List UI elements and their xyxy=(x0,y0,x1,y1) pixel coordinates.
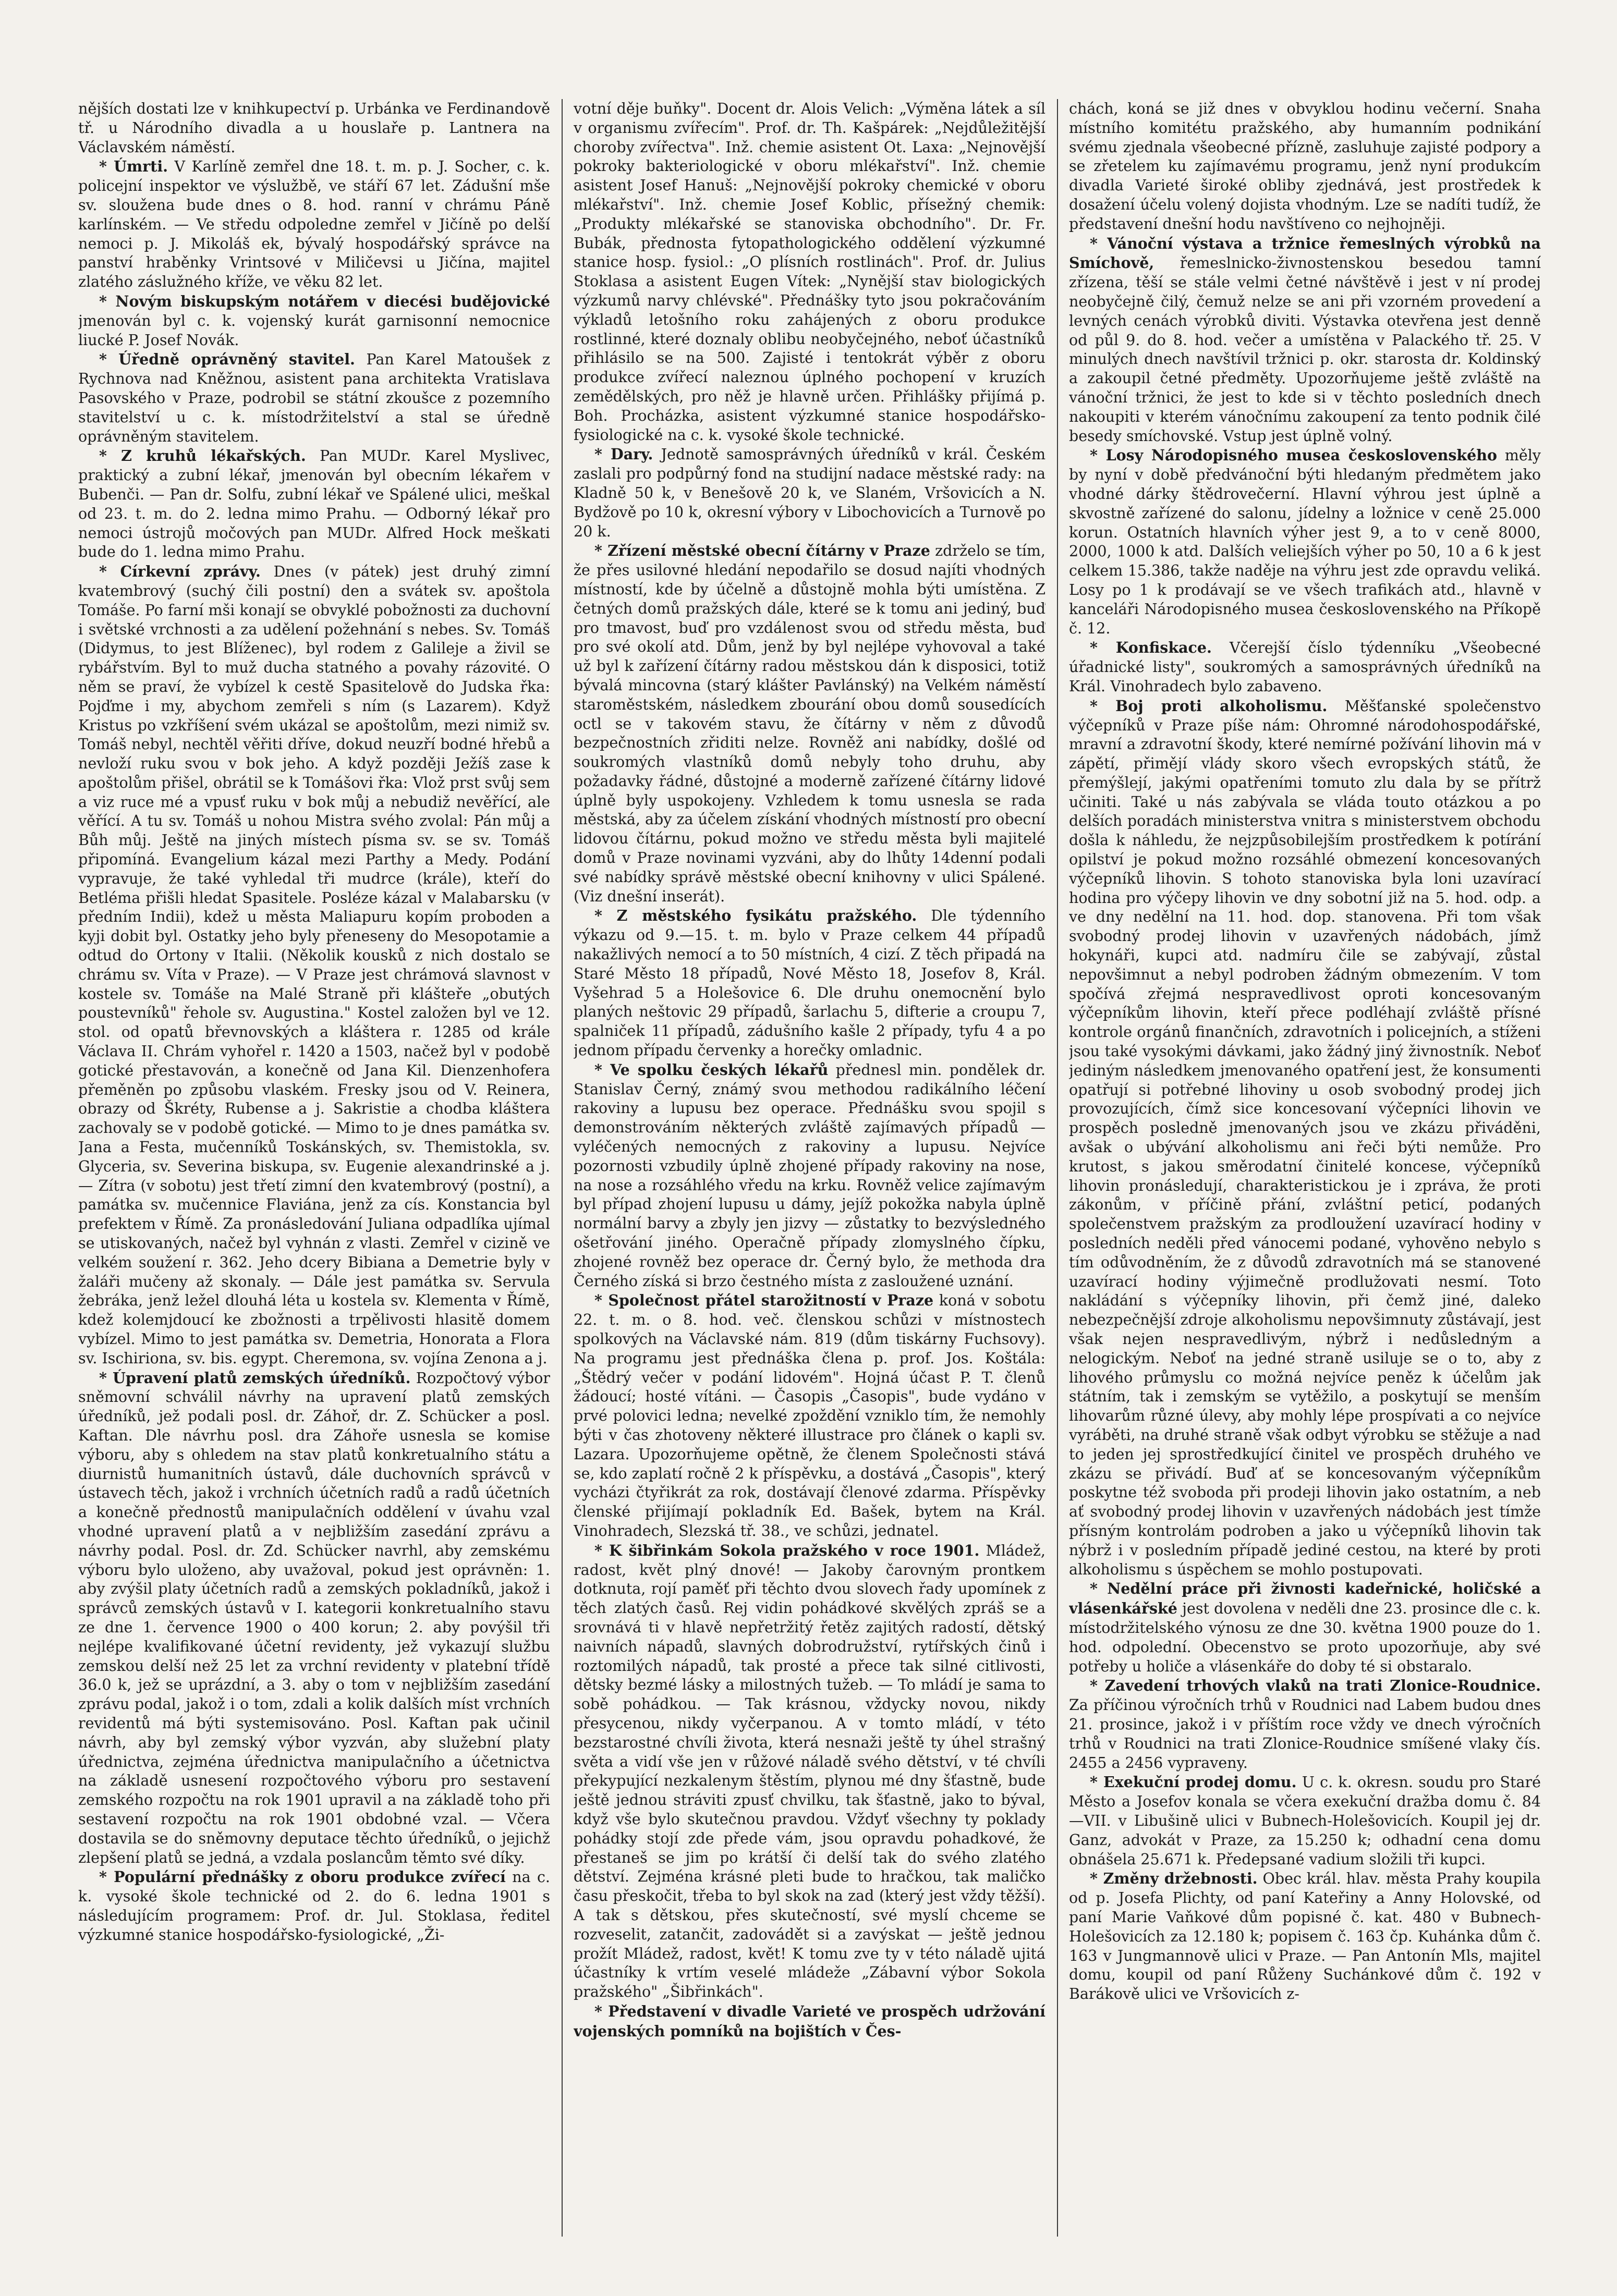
article-text: Mládež, radost, květ plný dnové! — Jakoby čarovným prontkem dotknuta, rojí paměť při těchto dvou slovech řady upomínek z těch zlatých časů. Rej vidin pohádkové skvělých zpráš se a srovnává ti v hlavě nepřetržitý řetěz zajitých radostí, dětský naivních nápadů, slavných dobrodružství, rytířských činů i roztomilých nápadů, tak prosté a přece tak silné citlivosti, dětsky bezmé lásky a milostných tužeb. — To mládí je sama to sobě pohádkou. — Tak krásnou, vždycky novou, nikdy přesycenou, nikdy vyčerpanou. A v tomto mládí, v této bezstarostné chvíli života, která nesnaži ještě ty úhel strašný světa a vidí vše jen v růžové náladě svého dětství, v té chvíli překypující nezkalenym štěstím, plynou mé dny šťastně, bude ještě jednou stráviti zpusť chvilku, tak šťastně, jako to býval, když vše bylo skutečnou pravdou. Vždyť všechny ty poklady pohádky stojí zde přede vám, jsou opravdu pohadkové, že přestaneš se jim po krátší či delší tak do svého zlatého dětství. Zejména krásné pleti bude to hračkou, tak maličko času přeskočit, třeba to byl skok na zad (který jest vždy těžší). A tak s dětskou, přes skutečností, své myslí chceme se rozveselit, zatančit, zadovádět si a zavýskat — ještě jednou prožít Mládež, radost, květ! K tomu zve ty v této náladě ujitá účastníky k vrtím veselé mládeže „Zábavní výbor Sokola pražského" „Šibřinkách". xyxy=(574,1542,1045,2001)
article-paragraph xyxy=(574,906,1045,1060)
article-heading: * Z kruhů lékařských. xyxy=(99,447,306,465)
article-text: řemeslnicko-živnostenskou besedou tamní zřízena, těší se stále velmi četné návštěvě i jest v ní prodej neobyčejně čilý, čemuž nelze se ani při vzorném provedení a levných cenách výrobků diviti. Výstavka otevřena jest denně od půl 9. do 8. hod. večer a umístěna v Palackého tř. 25. V minulých dnech navštívil tržnici p. okr. starosta dr. Koldinský a zakoupil četné předměty. Upozorňujeme ještě zvláště na vánoční tržnici, že jest to kde si v těchto posledních dnech nakoupiti v kterém vánočnímu zakoupení za tento podnik čilé besedy smíchovské. Vstup jest úplně volný. xyxy=(1069,254,1541,445)
article-heading: * Ve spolku českých lékařů xyxy=(594,1060,829,1079)
article-text: votní děje buňky". Docent dr. Alois Velich: „Výměna látek a síl v organismu zvířecím". Prof. dr. Th. Kašpárek: „Nejdůležitější choroby zvířectva". Inž. chemie asistent Ot. Laxa: „Nejnovější pokroky bakteriologické v oboru mlékařství". Inž. chemie asistent Josef Hanuš: „Nejnovější pokroky chemické v oboru mlékařství". Inž. chemie Josef Koblic, přísežný chemik: „Produkty mlékařské se stanoviska obchodního". Dr. Fr. Bubák, přednosta fytopathologického oddělení výzkumné stanice hosp. fysiol.: „O plísních rostlinách". Prof. dr. Julius Stoklasa a asistent Eugen Vítek: „Nynější stav biologických výzkumů narvy chlévské". Přednášky tyto jsou pokračováním výkladů letošního roku zahájených z oboru produkce rostlinné, které doznaly oblibu neobyčejného, neboť účastníků přihlásilo se na 500. Zajisté i tentokrát výběr z oboru produkce zvířecí naleznou úplného pochopení v kruzích zemědělských, pro něž je hlavně určen. Přihlášky přijímá p. Boh. Procházka, asistent výzkumné stanice hospodářsko-fysiologické na c. k. vysoké škole technické. xyxy=(574,100,1045,444)
article-text: V Karlíně zemřel dne 18. t. m. p. J. Socher, c. k. policejní inspektor ve výslužbě, ve stáří 67 let. Zádušní mše sv. sloužena bude dnes o 8. hod. ranní v chrámu Páně karlínském. — Ve středu odpoledne zemřel v Jičíně po delší nemoci p. J. Mikoláš ek, bývalý hospodářský správce na panství hraběnky Vrintsové v Miličevsi u Jičína, majitel zlatého záslužného kříže, ve věku 82 let. xyxy=(78,158,550,291)
article-heading: * Z městského fysikátu pražského. xyxy=(594,907,917,925)
article-heading: * Boj proti alkoholismu. xyxy=(1090,697,1328,715)
article-heading: * Zavedení trhových vlaků na trati Zlonice-Roudnice. xyxy=(1090,1677,1541,1695)
article-paragraph xyxy=(574,445,1045,541)
article-heading: * Úředně oprávněný stavitel. xyxy=(99,350,355,369)
article-heading: * Představení v divadle Varieté ve prospěch udržování vojenských pomníků na bojištích v Čes- xyxy=(574,2002,1045,2040)
article-paragraph xyxy=(78,562,550,1368)
column-1 xyxy=(78,99,550,2237)
article-text: koná v sobotu 22. t. m. o 8. hod. več. členskou schůzi v místnostech spolkových na Václavské nám. 819 (dům tiskárny Fuchsovy). Na programu jest přednáška člena p. prof. Jos. Koštála: „Štědrý večer v podání lidovém". Hojná účast P. T. členů žádoucí; hosté vítáni. — Časopis „Časopis", bude vydáno v prvé polovici ledna; nevelké zpoždění vzniklo tím, že nemohly býti v čas zhotoveny některé illustrace pro článek o kapli sv. Lazara. Upozorňujeme opětně, že členem Společnosti stává se, kdo zaplatí ročně 2 k příspěvku, a dostává „Časopis", který vycházi čtyřikrát za rok, dostávají členové zdarma. Příspěvky členské přijímají pokladník Ed. Bašek, bytem na Král. Vinohradech, Slezská tř. 38., ve schůzi, jednatel. xyxy=(574,1292,1045,1540)
article-paragraph xyxy=(78,157,550,292)
article-paragraph xyxy=(1069,1773,1541,1869)
article-text: Pan Karel Matoušek z Rychnova nad Kněžnou, asistent pana architekta Vratislava Pasovského v Praze, podrobil se státní zkoušce z pozemního stavitelství u c. k. místodržitelství a stal se úředně oprávněným stavitelem. xyxy=(78,351,550,445)
article-paragraph xyxy=(78,1867,550,1945)
article-paragraph xyxy=(1069,1676,1541,1773)
column-divider xyxy=(1057,99,1058,2237)
article-paragraph xyxy=(1069,697,1541,1580)
article-heading: * Zřízení městské obecní čítárny v Praze xyxy=(594,542,930,560)
article-paragraph xyxy=(78,446,550,562)
article-heading: * Nedělní práce při živnosti kadeřnické, holičské a vlásenkářské xyxy=(1069,1580,1541,1618)
article-text: Dle týdenního výkazu od 9.—15. t. m. bylo v Praze celkem 44 případů nakažlivých nemocí a to 50 místních, 4 cizí. Z těch připadá na Staré Město 18 případů, Nové Město 18, Josefov 8, Král. Vyšehrad 5 a Holešovice 6. Dle druhu onemocnění bylo planých neštovic 29 případů, šarlachu 5, difterie a croupu 7, spalniček 11 případů, zádušního kašle 2 případy, tyfu 4 a po jednom případu červenky a horečky omladnic. xyxy=(574,907,1045,1059)
article-heading: * Exekuční prodej domu. xyxy=(1090,1773,1297,1791)
article-paragraph xyxy=(78,350,550,446)
newspaper-page xyxy=(78,99,1541,2237)
article-paragraph xyxy=(574,541,1045,906)
article-heading: * Populární přednášky z oboru produkce zvířecí xyxy=(99,1868,506,1886)
article-heading: * K šibřinkám Sokola pražského v roce 1901. xyxy=(594,1541,980,1559)
article-paragraph xyxy=(1069,1579,1541,1676)
article-heading: * Úmrti. xyxy=(99,157,168,176)
column-divider xyxy=(562,99,563,2237)
article-text: Jednotě samosprávných úředníků v král. Českém zaslali pro podpůrný fond na studijní nadace městské rady: na Kladně 50 k, v Benešově 20 k, ve Slaném, Vršovicích a N. Bydžově po 10 k, okresní výbory v Libochovicích a Turnově po 20 k. xyxy=(574,446,1045,540)
article-text: Dnes (v pátek) jest druhý zimní kvatembrový (suchý čili postní) den a svátek sv. apoštola Tomáše. Po farní mši konají se obvyklé pobožnosti za duchovní i světské vrchnosti a za udělení požehnání s nebes. Sv. Tomáš (Didymus, to jest Blíženec), byl rodem z Galileje a živil se rybářstvím. Byl to muž ducha statného a povahy rázovité. O něm se praví, že vybízel k cestě Spasitelově do Judska řka: Pojďme i my, abychom zemřeli s ním (s Lazarem). Když Kristus po vzkříšení svém ukázal se apoštolům, mezi nimiž sv. Tomáš nebyl, nechtěl věřiti dříve, dokud neuzří bodné hřebů a nevloží ruku svou v bok jeho. A když později Ježíš zase k apoštolům přišel, obrátil se k Tomášovi řka: Vlož prst svůj sem a viz ruce mé a vpusť ruku v bok můj a nebudiž nevěřící, ale věřící. A tu sv. Tomáš u nohou Mistra svého zvolal: Pán můj a Bůh můj. Ještě na jiných místech písma sv. se sv. Tomáš připomíná. Evangelium kázal mezi Parthy a Medy. Podání vypravuje, že také vyhledal tři mudrce (krále), kteří do Betléma přišli hledat Spasitele. Posléze kázal v Malabarsku (v předním Indii), kdež u města Maliapuru kopím proboden a kyji dobit byl. Ostatky jeho byly přeneseny do Mesopotamie a odtud do Ortony v Italii. (Několik kousků z nich dostalo se chrámu sv. Víta v Praze). — V Praze jest chrámová slavnost v kostele sv. Tomáše na Malé Straně při klášteře „obutých poustevníků" řehole sv. Augustina." Kostel založen byl ve 12. stol. od opatů břevnovských a kláštera r. 1285 od krále Václava II. Chrám vyhořel r. 1420 a 1503, načež byl v podobě gotické přestavován, a konečně od Jana Kil. Dienzenhofera přeměněn po způsobu vlaském. Fresky jsou od V. Reinera, obrazy od Škréty, Rubense a j. Sakristie a chodba kláštera zachovaly se v podobě gotické. — Mimo to je dnes památka sv. Jana a Festa, mučenníků Toskánských, sv. Themistokla, sv. Glyceria, sv. Severina biskupa, sv. Eugenie alexandrinské a j. — Zítra (v sobotu) jest třetí zimní den kvatembrový (postní), a památka sv. mučennice Flaviána, jenž za cís. Konstancia byl prefektem v Římě. Za pronásledování Juliana odpadlíka ujímal se utiskovaných, načež byl vyhnán z vlasti. Zemřel v cizině ve velkém soužení r. 362. Jeho dcery Bibiana a Demetrie byly v žaláři mučeny až skonaly. — Dále jest památka sv. Servula žebráka, jenž ležel dlouhá léta u kostela sv. Klementa v Římě, kdež kolemjdoucí ke zbožnosti a trpělivosti hlasitě domem vybízel. Mimo to jest památka sv. Demetria, Honorata a Flora sv. Ischiriona, sv. bis. egypt. Cheremona, sv. vojína Zenona a j. xyxy=(78,563,550,1367)
article-heading: * Losy Národopisného musea československého xyxy=(1090,446,1498,465)
article-paragraph xyxy=(1069,1869,1541,2004)
article-paragraph xyxy=(1069,638,1541,696)
article-paragraph xyxy=(574,1541,1045,2002)
article-text: chách, koná se již dnes v obvyklou hodinu večerní. Snaha místního komitétu pražského, aby humanním podnikání svému zjednala všeobecné přízně, zasluhuje zajisté podpory a se zřetelem ku zajímavému programu, jenž nyní produkcím divadla Varieté široké obliby zjednává, jest prostředek k dosažení účelu volený dojista vhodným. Lze se nadíti tudíž, že představení dnešní hodu navštíveno co nejhojněji. xyxy=(1069,100,1541,233)
article-text: na c. k. vysoké škole technické od 2. do 6. ledna 1901 s následujícím programem: Prof. dr. Jul. Stoklasa, ředitel výzkumné stanice hospodářsko-fysiologické, „Ži- xyxy=(78,1868,550,1944)
article-text: Měšťanské společenstvo výčepníků v Praze píše nám: Ohromné národohospodářské, mravní a zdravotní škody, které nemírné požívání lihovin má v zápětí, přimějí vlády skoro všech evropských států, že přemýšlejí, jakými opatřeními tomuto zlu dala by se přítrž učiniti. Také u nás zabývala se vláda touto otázkou a po delších poradách ministerstva vnitra s ministerstvem obchodu došla k náhledu, že nejzpůsobilejším prostředkem k potírání opilství je pokud možno rozsáhlé obmezení koncesovaných výčepníků lihovin. S tohoto stanoviska byla loni uzavírací hodina pro výčepy lihovin ve dny sobotní již na 5. hod. odp. a ve dny nedělní na 11. hod. dop. stanovena. Při tom však svobodný prodej lihovin v uzavřených nádobách, jímž hokynáři, kupci atd. nadmíru čile se zabývají, zůstal nepovšimnut a nebyl podroben žádným obmezením. V tom spočívá zřejmá nespravedlivost oproti koncesovaným výčepníkům lihovin, kteří přece podléhají zvláště přísné kontrole orgánů finančních, zdravotních i policejních, a stíženi jsou také vysokými dávkami, jako žádný jiný živnostník. Neboť jediným následkem jmenovaného opatření jest, že konsumenti opatřují si potřebné lihoviny u osob svobodný prodej jich provozujících, čímž sice koncesovaní výčepníci lihovin ve prospěch posledně jmenovaných jsou ve zkázu přiváděni, avšak o ubývání alkoholismu ani řeči býti nemůže. Pro krutost, s jakou směrodatní činitelé koncese, výčepníků lihovin pronásledují, charakteristickou je i zpráva, že proti zákonům, v příčině přání, zvláštní peticí, podaných společenstvem pražským za prodloužení uzavírací hodiny v posledních neděli před vánocemi podané, vyhověno nebylo s tím odůvodněním, že z důvodů zdravotních má se stanovené uzavírací hodiny výjimečně prodlužovati nesmí. Toto nakládání s výčepníky lihovin, při čemž jiné, daleko nebezpečnější zdroje alkoholismu nepovšimnuty zůstávají, jest však nejen nespravedlivým, nýbrž i nedůsledným a nelogickým. Neboť na jedné straně usiluje se o to, aby z lihového průmyslu co možná nejvíce peněz k účelům jak státním, tak i zemským se vytěžilo, a poskytují se menším lihovarům různé úlevy, aby mohly lépe prospívati a co nejvíce vyráběti, na druhé straně však odbyt výrobku se stěžuje a nad to jeden jej sprostředkující činitel ve prospěch druhého ve zkázu se přivádí. Buď ať se koncesovaným výčepníkům poskytne též svoboda při prodeji lihovin jako ostatním, a neb ať svobodný prodej lihovin v uzavřených nádobách jest tímže přísným kontrolám podroben a jako u výčepníků lihovin tak nýbrž i v posledním případě jediné cestou, na které by proti alkoholismu s úspěchem se mohlo postupovati. xyxy=(1069,697,1541,1578)
article-text: Včerejší číslo týdenníku „Všeobecné úřadnické listy", soukromých a samosprávných úředníků na Král. Vinohradech bylo zabaveno. xyxy=(1069,639,1541,695)
article-paragraph xyxy=(78,292,550,350)
article-text: Rozpočtový výbor sněmovní schválil návrhy na upravení platů zemských úředníků, jež podali posl. dr. Záhoř, dr. Z. Schücker a posl. Kaftan. Dle návrhu posl. dra Záhoře usnesla se komise výboru, aby s ohledem na stav platů konkretualního státu a diurnistů humanitních ústavů, dále duchovních správců v ústavech těch, jakož i vrchních účetních radů a radů účetních a konečně přednostů manipulačních oddělení v úvahu vzal vhodné upravení platů a v nejbližším zasedání zprávu a návrhy podal. Posl. dr. Zd. Schücker navrhl, aby zemskému výboru bylo uloženo, aby uvažoval, pokud jest oprávněn: 1. aby zvýšil platy účetních radů a zemských pokladníků, jakož i správců zemských ústavů v I. kategorii konkretualního stavu ze dne 1. července 1900 o 400 korun; 2. aby povýšil tři nejlépe kvalifikované účetní revidenty, jež vykazují službu zemskou delší než 25 let za vrchní revidenty v platební třídě 36.0 k, jež se uprázdní, a 3. aby o tom v nejbližším zasedání zprávu podal, jakož i o tom, zdali a kolik dalších míst vrchních revidentů má býti systemisováno. Posl. Kaftan pak učinil návrh, aby byl zemský výbor vyzván, aby služební platy úřednictva, zejména úřednictva manipulačního a účetnictva na základě usnesení rozpočtového výboru pro sestavení zemského rozpočtu na rok 1901 upravil a na základě toho při sestavení rozpočtu na rok 1901 obdobné vzal. — Včera dostavila se do sněmovny deputace těchto úředníků, o jejichž zlepšení platů se jedná, a vzdala poslancům těmto své díky. xyxy=(78,1369,550,1866)
article-text: měly by nyní v době předvánoční býti hledaným předmětem jako vhodné dárky štědrovečerní. Hlavní výhrou jest úplně a skvostně zařízené do salonu, jídelny a ložnice v ceně 25.000 korun. Ostatních hlavních výher jest 9, a to v ceně 8000, 2000, 1000 k atd. Dalších veliejších výher po 50, 10 a 6 k jest celkem 15.386, takže naděje na výhru jest zde opravdu veliká. Losy po 1 k prodávají se ve všech trafikách atd., hlavně v kanceláři Národopisného musea československého na Příkopě č. 12. xyxy=(1069,447,1541,637)
article-heading: * Dary. xyxy=(594,445,653,463)
article-paragraph xyxy=(574,99,1045,445)
article-text: Obec král. hlav. města Prahy koupila od p. Josefa Plichty, od paní Kateřiny a Anny Holovské, od paní Marie Vaňkové dům popisné č. kat. 480 v Bubnech-Holešovicích za 12.180 k; popisem č. 163 čp. Kuhánka dům č. 163 v Jungmannově ulici v Praze. — Pan Antonín Mls, majitel domu, koupil od paní Růženy Suchánkové dům č. 192 v Barákově ulici ve Vršovicích z- xyxy=(1069,1870,1541,2003)
article-heading: * Novým biskupským notářem v diecési budějovické xyxy=(99,292,550,310)
article-paragraph xyxy=(1069,99,1541,234)
article-text: přednesl min. pondělek dr. Stanislav Černý, známý svou methodou radikálního léčení rakoviny a lupusu bez operace. Přednášku svou spojil s demonstrováním některých zvláště zajímavých případů — vyléčených nemocných z rakoviny a lupusu. Nejvíce pozornosti vzbudily úplně zhojené případy rakoviny na nose, na nose a rozsáhlého vředu na krku. Rovněž velice zajímavým byl případ zhojení lupusu u dámy, jejíž pokožka nabyla úplně normální barvy a zbyly jen jizvy — zůstatky to bezvýsledného ošetřování jiného. Operačně případy zlomyslného čípku, zhojené rovněž bez operace dr. Černý bylo, že methoda dra Černého získá si brzo čestného místa z zasloužené uznání. xyxy=(574,1061,1045,1290)
article-heading: * Úpravení platů zemských úředníků. xyxy=(99,1369,411,1387)
article-paragraph xyxy=(574,2002,1045,2042)
column-2 xyxy=(574,99,1045,2237)
article-paragraph xyxy=(574,1060,1045,1291)
article-text: jmenován byl c. k. vojenský kurát garnisonní nemocnice liucké P. Josef Novák. xyxy=(78,312,550,349)
article-heading: * Změny držebnosti. xyxy=(1090,1870,1258,1888)
article-paragraph xyxy=(1069,234,1541,446)
article-text: Za příčinou výročních trhů v Roudnici nad Labem budou dnes 21. prosince, jakož i v příštím roce vždy ve dnech výročních trhů v Roudnici na trati Zlonice-Roudnice smíšené vlaky čís. 2455 a 2456 vypraveny. xyxy=(1069,1696,1541,1772)
article-heading: * Společnost přátel starožitností v Praze xyxy=(594,1291,934,1310)
article-text: Pan MUDr. Karel Myslivec, praktický a zubní lékař, jmenován byl obecním lékařem v Bubenči. — Pan dr. Solfu, zubní lékař ve Spálené ulici, meškal od 23. t. m. do 2. ledna mimo Prahu. — Odborný lékař pro nemoci ústrojů močových pan MUDr. Alfred Hock meškati bude do 1. ledna mimo Prahu. xyxy=(78,447,550,561)
article-text: jest dovolena v neděli dne 23. prosince dle c. k. místodržitelského výnosu ze dne 30. května 1900 pouze do 1. hod. odpolední. Obecenstvo se proto upozorňuje, aby své potřeby u holiče a vlásenkáře do doby té si obstaralo. xyxy=(1069,1600,1541,1675)
article-text: U c. k. okresn. soudu pro Staré Město a Josefov konala se včera exekuční dražba domu č. 84—VII. v Libušině ulici v Bubnech-Holešovicích. Koupil jej dr. Ganz, advokát v Praze, za 15.250 k; odhadní cena domu obnášela 25.671 k. Předepsané vadium složili tři kupci. xyxy=(1069,1774,1541,1868)
article-heading: * Konfiskace. xyxy=(1090,639,1212,657)
article-paragraph xyxy=(574,1291,1045,1541)
column-3 xyxy=(1069,99,1541,2237)
article-paragraph xyxy=(78,1369,550,1868)
article-heading: * Církevní zprávy. xyxy=(99,563,261,581)
article-paragraph xyxy=(1069,446,1541,638)
article-heading: * Vánoční výstava a tržnice řemeslných výrobků na Smíchově, xyxy=(1069,234,1541,272)
article-text: nějších dostati lze v knihkupectví p. Urbánka ve Ferdinandově tř. u Národního divadla a u houslaře p. Lantnera na Václavském náměstí. xyxy=(78,100,550,156)
article-paragraph xyxy=(78,99,550,157)
article-text: zdrželo se tím, že přes usilovné hledání nepodařilo se dosud najíti vhodných místností, kde by účelně a důstojně mohla býti umístěna. Z četných domů pražských dále, které se k tomu ani jediný, buď pro tmavost, buď pro vzdálenost svou od středu města, buď pro své okolí atd. Dům, jenž by byl nejlépe vyhovoval a také už byl k zařízení čítárny radou městskou dán k disposici, totiž bývalá mincovna (starý klášter Pavlánský) na Velkém náměstí staroměstském, následkem zbourání obou domů sousedících octl se v takovém stavu, že čítárny v něm z důvodů bezpečnostních zřiditi nelze. Rovněž ani nabídky, došlé od soukromých vlastníků domů nebyly toho druhu, aby požadavky řádné, důstojné a moderně zařízené čítárny lidové úplně byly uspokojeny. Vzhledem k tomu usnesla se rada městská, aby za účelem získání vhodných místností pro obecní lidovou čítárnu, pokud možno ve středu města byli majitelé domů v Praze novinami vyzváni, aby do lhůty 14denní podali své nabídky správě městské obecní knihovny v ulici Spálené. (Viz dnešní inserát). xyxy=(574,542,1045,905)
